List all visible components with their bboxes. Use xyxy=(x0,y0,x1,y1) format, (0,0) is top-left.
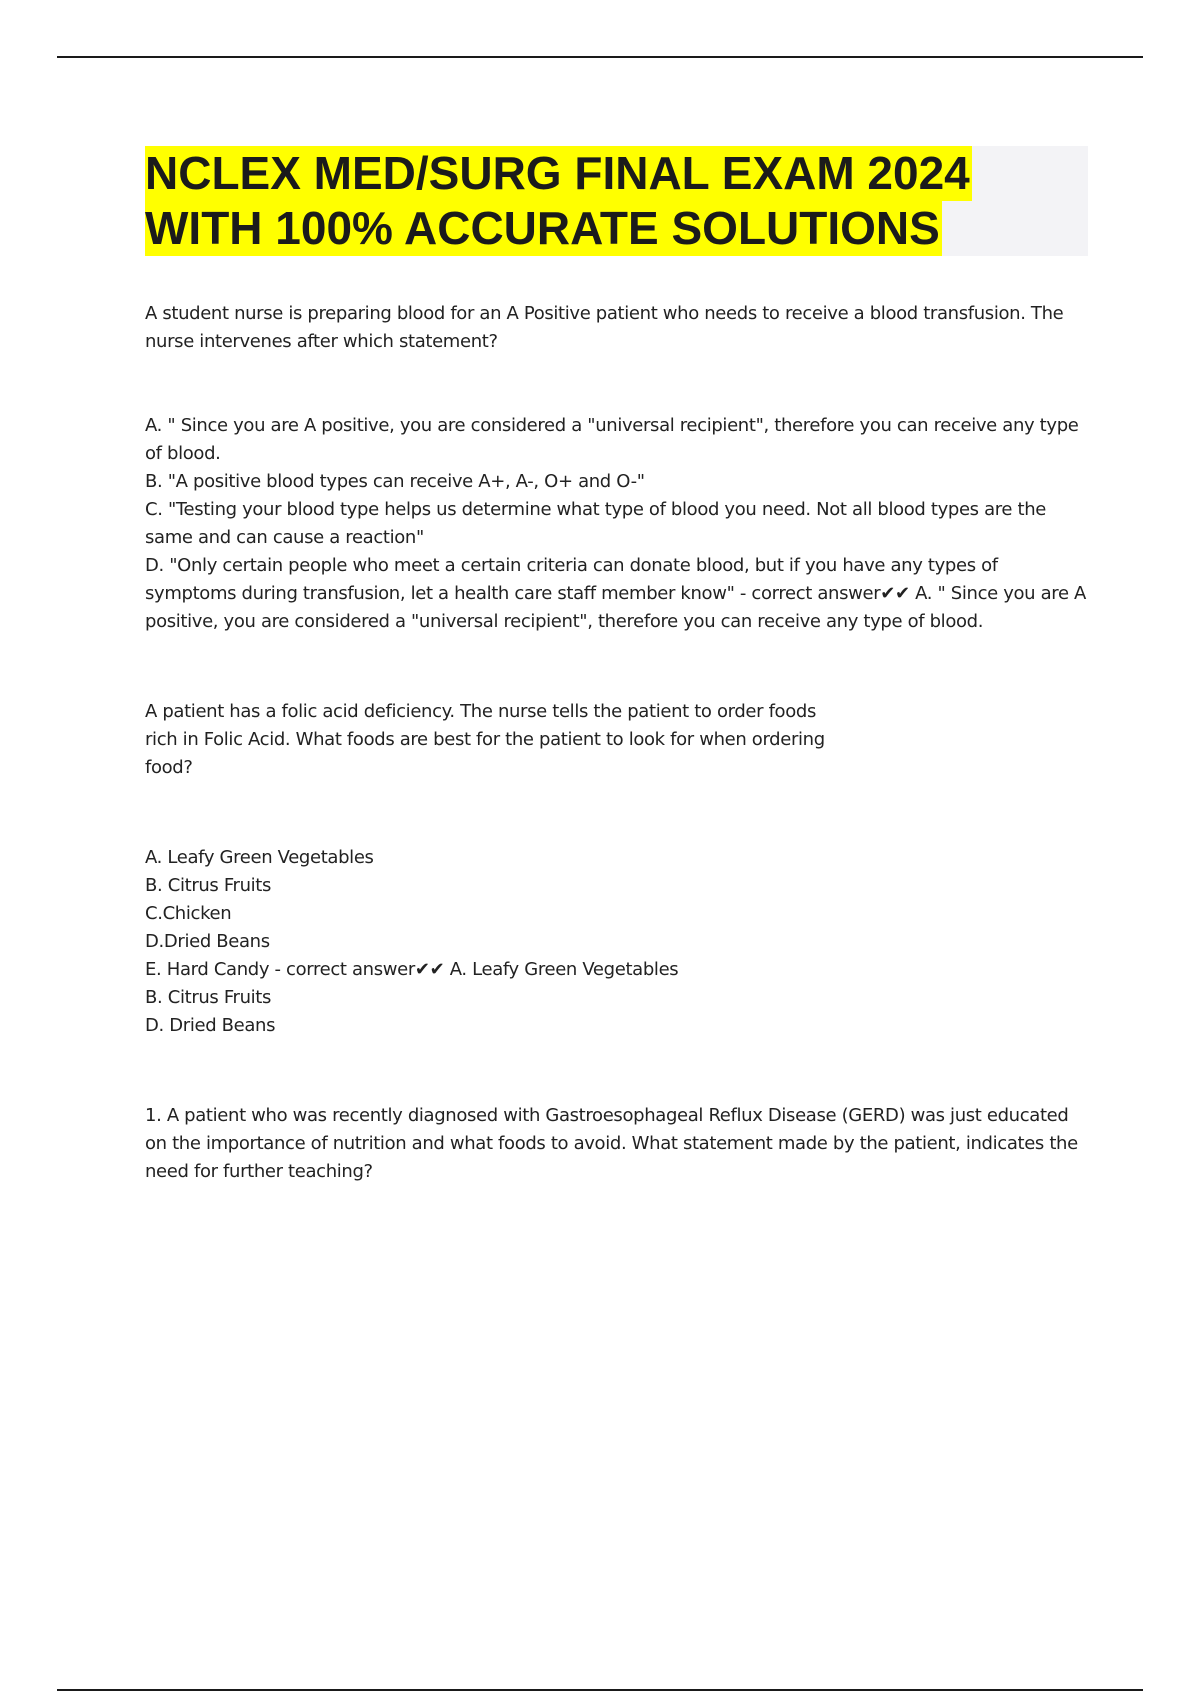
question-2-stem-line-2: rich in Folic Acid. What foods are best for the patient to look for when ordering xyxy=(145,729,825,750)
document-title xyxy=(145,146,972,256)
question-1-option-a: A. " Since you are A positive, you are considered a "universal recipient", therefore you can receive any type of blood. xyxy=(145,415,1079,464)
question-2-option-e-answer: E. Hard Candy - correct answer✔✔ A. Leafy Green Vegetables xyxy=(145,959,679,980)
question-2-answer-b: B. Citrus Fruits xyxy=(145,987,272,1008)
question-1-stem: A student nurse is preparing blood for an A Positive patient who needs to receive a blood transfusion. The nurse intervenes after which statement? xyxy=(145,303,1064,352)
question-2-stem-line-1: A patient has a folic acid deficiency. The nurse tells the patient to order foods xyxy=(145,701,816,722)
question-2-option-a: A. Leafy Green Vegetables xyxy=(145,847,374,868)
bottom-rule xyxy=(57,1689,1143,1691)
document-body xyxy=(145,300,1090,1186)
question-1-option-c: C. "Testing your blood type helps us determine what type of blood you need. Not all blood types are the same and can cause a reaction" xyxy=(145,499,1046,548)
question-2-option-c: C.Chicken xyxy=(145,903,232,924)
title-line-2: WITH 100% ACCURATE SOLUTIONS xyxy=(145,202,940,254)
question-2-option-b: B. Citrus Fruits xyxy=(145,875,272,896)
question-1-option-d-answer: D. "Only certain people who meet a certain criteria can donate blood, but if you have any types of symptoms during transfusion, let a health care staff member know" - correct answer✔✔ A. " Since you are A positive, you are considered a "universal recipient", therefore you can receive any type of blood. xyxy=(145,555,1086,632)
top-rule xyxy=(57,56,1143,58)
question-2-option-d: D.Dried Beans xyxy=(145,931,270,952)
title-line-1: NCLEX MED/SURG FINAL EXAM 2024 xyxy=(145,147,970,199)
question-3-stem: 1. A patient who was recently diagnosed with Gastroesophageal Reflux Disease (GERD) was just educated on the importance of nutrition and what foods to avoid. What statement made by the patient, indicates the need for further teaching? xyxy=(145,1105,1078,1182)
question-2-answer-d: D. Dried Beans xyxy=(145,1015,276,1036)
question-2-stem-line-3: food? xyxy=(145,757,193,778)
question-1-option-b: B. "A positive blood types can receive A+, A-, O+ and O-" xyxy=(145,471,645,492)
